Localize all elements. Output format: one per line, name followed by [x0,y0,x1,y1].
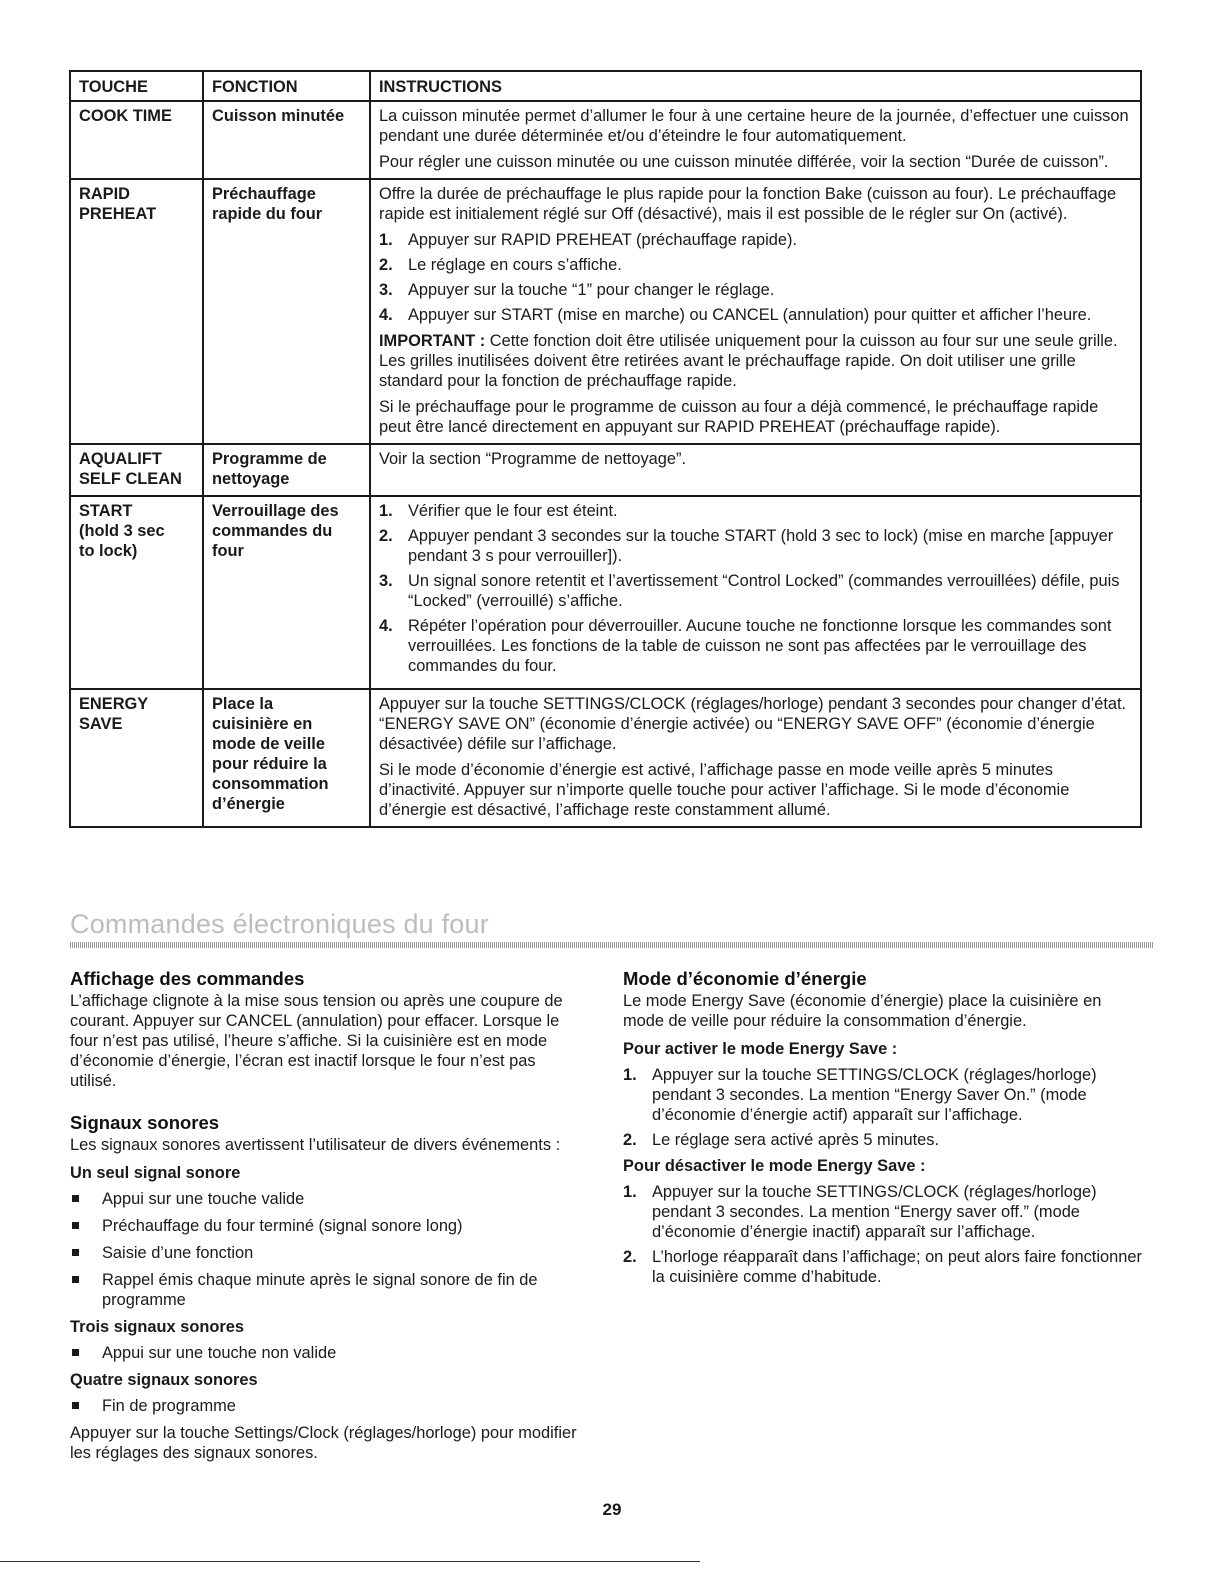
instruction-paragraph: La cuisson minutée permet d’allumer le four à une certaine heure de la journée, d’effectuer une cuisson pendant une durée déterminée et/ou d’éteindre le four automatiquement. [379,107,1129,145]
instruction-paragraph: Si le mode d’économie d’énergie est activé, l’affichage passe en mode veille après 5 minutes d’inactivité. Appuyer sur n’importe quelle touche pour activer l’affichage. Si le mode d’économie d’énergie est désactivé, l’affichage reste constamment allumé. [379,761,1070,819]
right-column [623,968,1143,1293]
list-item [70,1216,580,1236]
step-text: Répéter l’opération pour déverrouiller. Aucune touche ne fonctionne lorsque les commandes sont verrouillées. Les fonctions de la table de cuisson ne sont pas affectées par le verrouillage des commandes du four. [408,617,1112,675]
step-text: Appuyer sur la touche SETTINGS/CLOCK (réglages/horloge) pendant 3 secondes. La mention “Energy Saver On.” (mode d’économie d’énergie actif) apparaît sur l’affichage. [652,1066,1097,1124]
step-number: 3. [379,572,393,590]
step-item [379,305,1132,325]
page-number: 29 [602,1500,622,1519]
row-function: Programme de nettoyage [203,444,370,496]
controls-table [69,70,1142,828]
instruction-paragraph: Pour régler une cuisson minutée ou une cuisson minutée différée, voir la section “Durée de cuisson”. [379,153,1109,171]
table-row-energy-save [70,689,1141,827]
instruction-paragraph: Offre la durée de préchauffage le plus rapide pour la fonction Bake (cuisson au four). Le préchauffage rapide est initialement réglé sur Off (désactivé), mais il est possible de le régler sur On (activé). [379,185,1117,223]
energy-mode-heading: Mode d’économie d’énergie [623,968,867,989]
step-item [379,501,1132,521]
row-instructions [370,444,1141,496]
step-text: Appuyer sur RAPID PREHEAT (préchauffage rapide). [408,231,798,249]
section-divider [70,942,1153,948]
instruction-paragraph: Si le préchauffage pour le programme de cuisson au four a déjà commencé, le préchauffage rapide peut être lancé directement en appuyant sur RAPID PREHEAT (préchauffage rapide). [379,398,1099,436]
signals-heading: Signaux sonores [70,1112,220,1133]
table-row-cook-time [70,101,1141,179]
important-text: Cette fonction doit être utilisée uniquement pour la cuisson au four sur une seule grille. Les grilles inutilisées doivent être retirées avant le préchauffage rapide. On doit utiliser une grille standard pour la fonction de préchauffage rapide. [379,332,1118,390]
table-header-row [70,71,1141,101]
list-item-text: Rappel émis chaque minute après le signal sonore de fin de programme [102,1271,538,1309]
list-item [70,1243,580,1263]
step-number: 1. [379,231,393,249]
row-function: Préchauffage rapide du four [203,179,370,444]
step-number: 1. [623,1066,637,1084]
left-column [70,968,580,1471]
step-number: 2. [623,1131,637,1149]
one-signal-heading: Un seul signal sonore [70,1164,241,1182]
step-text: Un signal sonore retentit et l’avertissement “Control Locked” (commandes verrouillées) défile, puis “Locked” (verrouillé) s’affiche. [408,572,1120,610]
bottom-divider [0,1561,700,1562]
step-text: Le réglage sera activé après 5 minutes. [652,1131,939,1149]
activate-steps [623,1065,1143,1150]
step-number: 2. [379,527,393,545]
three-signals-list [70,1343,580,1363]
square-bullet-icon [70,1343,102,1363]
section-heading [70,908,1153,940]
signals-text: Les signaux sonores avertissent l’utilisateur de divers événements : [70,1136,561,1154]
step-number: 4. [379,617,393,635]
signals-footer-text: Appuyer sur la touche Settings/Clock (réglages/horloge) pour modifier les réglages des signaux sonores. [70,1424,577,1462]
important-label: IMPORTANT : [379,332,486,350]
four-signals-heading: Quatre signaux sonores [70,1371,258,1389]
step-number: 2. [379,256,393,274]
list-item-text: Appui sur une touche valide [102,1190,305,1208]
step-item [379,526,1132,566]
instruction-paragraph: Appuyer sur la touche SETTINGS/CLOCK (réglages/horloge) pendant 3 secondes pour changer d’état. “ENERGY SAVE ON” (économie d’énergie activée) ou “ENERGY SAVE OFF” (économie d’énergie désactivée) défile sur l’affichage. [379,695,1127,753]
step-item [379,571,1132,611]
step-item [379,230,1132,250]
row-function: Place la cuisinière en mode de veille pour réduire la consommation d’énergie [203,689,370,827]
square-bullet-icon [70,1270,102,1310]
display-text: L’affichage clignote à la mise sous tension ou après une coupure de courant. Appuyer sur CANCEL (annulation) pour effacer. Lorsque le four n’est pas utilisé, l’heure s’affiche. Si la cuisinière est en mode d’économie d’énergie, l’écran est inactif lorsque le four n’est pas utilisé. [70,992,563,1090]
instruction-paragraph: Voir la section “Programme de nettoyage”. [379,450,687,468]
four-signals-list [70,1396,580,1416]
step-item [623,1065,1143,1125]
step-text: Appuyer sur la touche SETTINGS/CLOCK (réglages/horloge) pendant 3 secondes. La mention “Energy saver off.” (mode d’économie d’énergie inactif) apparaît sur l’affichage. [652,1183,1097,1241]
step-text: Appuyer pendant 3 secondes sur la touche START (hold 3 sec to lock) (mise en marche [appuyer pendant 3 s pour verrouiller]). [408,527,1114,565]
step-item [379,280,1132,300]
list-item [70,1270,580,1310]
header-instructions: INSTRUCTIONS [370,71,1141,101]
table-row-start-lock [70,496,1141,689]
step-item [379,255,1132,275]
deactivate-steps [623,1182,1143,1287]
row-key: RAPID PREHEAT [70,179,203,444]
step-number: 4. [379,306,393,324]
step-text: Le réglage en cours s’affiche. [408,256,622,274]
step-text: L’horloge réapparaît dans l’affichage; on peut alors faire fonctionner la cuisinière comme d’habitude. [652,1248,1142,1286]
table-row-aqualift [70,444,1141,496]
row-key: AQUALIFT SELF CLEAN [70,444,203,496]
important-note [379,331,1132,391]
step-text: Appuyer sur START (mise en marche) ou CANCEL (annulation) pour quitter et afficher l’heure. [408,306,1092,324]
step-item [623,1247,1143,1287]
step-text: Appuyer sur la touche “1” pour changer le réglage. [408,281,775,299]
header-fonction: FONCTION [203,71,370,101]
step-list [379,230,1132,325]
row-instructions [370,101,1141,179]
row-key: ENERGY SAVE [70,689,203,827]
section-title: Commandes électroniques du four [70,909,489,939]
step-list [379,501,1132,676]
list-item [70,1189,580,1209]
row-function: Verrouillage des commandes du four [203,496,370,689]
list-item-text: Appui sur une touche non valide [102,1344,337,1362]
step-item [623,1182,1143,1242]
step-item [623,1130,1143,1150]
three-signals-heading: Trois signaux sonores [70,1318,244,1336]
step-number: 1. [623,1183,637,1201]
square-bullet-icon [70,1216,102,1236]
deactivate-heading: Pour désactiver le mode Energy Save : [623,1157,926,1175]
square-bullet-icon [70,1243,102,1263]
step-number: 1. [379,502,393,520]
row-instructions [370,689,1141,827]
table-row-rapid-preheat [70,179,1141,444]
energy-mode-intro: Le mode Energy Save (économie d’énergie) place la cuisinière en mode de veille pour réduire la consommation d’énergie. [623,992,1102,1030]
list-item [70,1396,580,1416]
row-instructions [370,179,1141,444]
list-item-text: Préchauffage du four terminé (signal sonore long) [102,1217,463,1235]
display-heading: Affichage des commandes [70,968,305,989]
row-key: START (hold 3 sec to lock) [70,496,203,689]
list-item-text: Saisie d’une fonction [102,1244,254,1262]
step-number: 2. [623,1248,637,1266]
one-signal-list [70,1189,580,1310]
header-touche: TOUCHE [70,71,203,101]
row-instructions [370,496,1141,689]
step-item [379,616,1132,676]
step-number: 3. [379,281,393,299]
activate-heading: Pour activer le mode Energy Save : [623,1040,898,1058]
row-key: COOK TIME [70,101,203,179]
list-item [70,1343,580,1363]
square-bullet-icon [70,1189,102,1209]
row-function: Cuisson minutée [203,101,370,179]
step-text: Vérifier que le four est éteint. [408,502,618,520]
list-item-text: Fin de programme [102,1397,236,1415]
square-bullet-icon [70,1396,102,1416]
